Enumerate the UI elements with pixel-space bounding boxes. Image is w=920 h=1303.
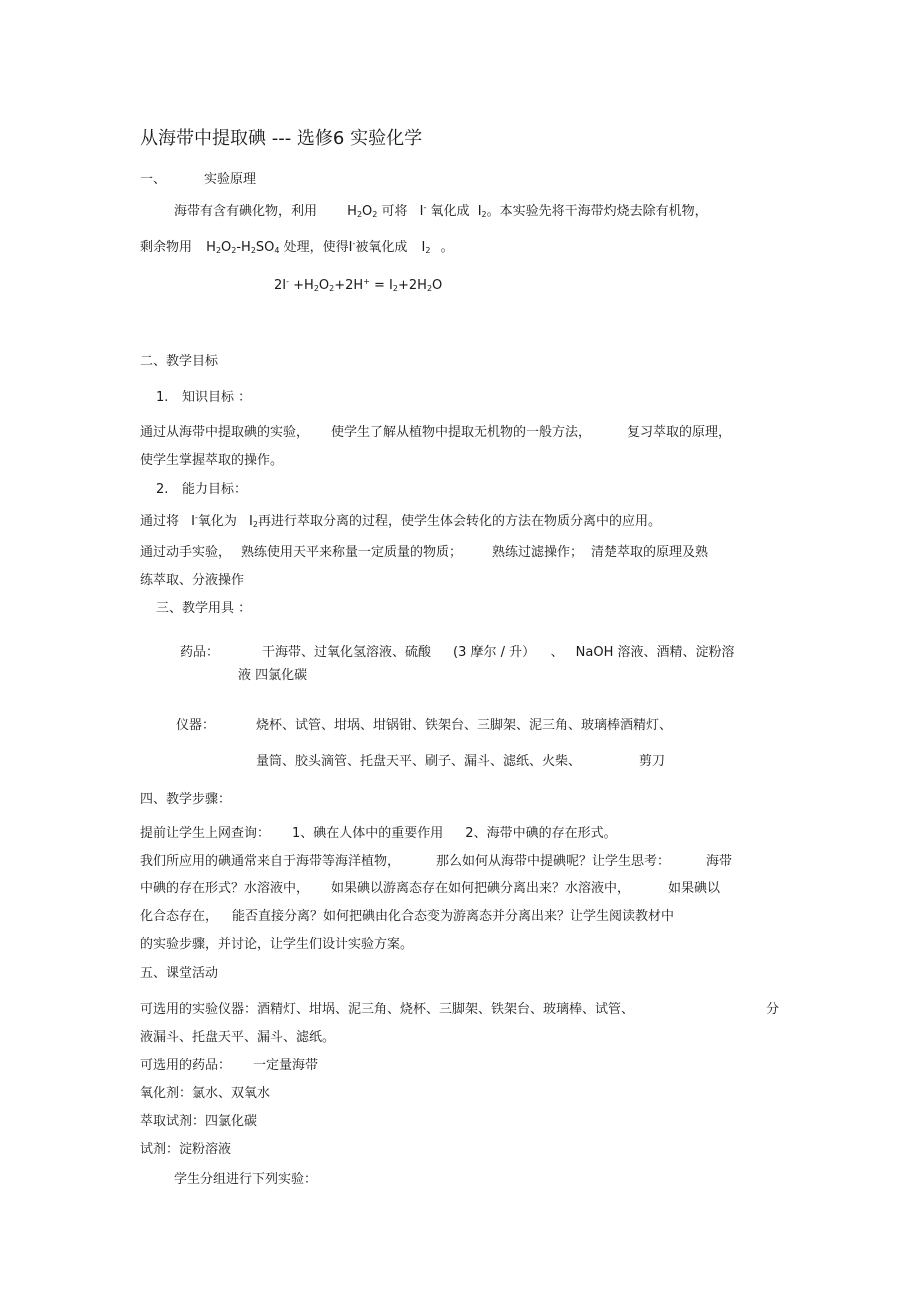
reaction-equation: $2I^- +H_2O_2+2H^+ = I_2+2H_2O$ — [274, 277, 443, 293]
activity-line-1: 可选用的实验仪器：酒精灯、坩埚、泥三角、烧杯、三脚架、铁架台、玻璃棒、试管、 — [140, 1002, 635, 1017]
reagents-label: 药品： — [180, 645, 220, 660]
ability-goal-line-2: 通过动手实验， 熟练使用天平来称量一定质量的物质； 熟练过滤操作； 清楚萃取的原理及熟 — [140, 545, 709, 560]
steps-line-1: 提前让学生上网查询： 1、碘在人体中的重要作用 2、海带中碘的存在形式。 — [140, 826, 617, 841]
knowledge-goal-number: 1. — [156, 390, 169, 405]
instruments-line-2: 量筒、胶头滴管、托盘天平、刷子、漏斗、滤纸、火柴、 剪刀 — [256, 754, 666, 769]
ability-goal-line-1: 通过将 I-氧化为 $I_2$再进行萃取分离的过程，使学生体会转化的方法在物质分离中的应用。 — [140, 513, 661, 529]
steps-line-4: 化合态存在， 能否直接分离？如何把碘由化合态变为游离态并分离出来？让学生阅读教材中 — [140, 909, 675, 924]
page-title: 从海带中提取碘 --- 选修6 实验化学 — [140, 128, 423, 149]
principle-line-2: 剩余物用 $H_2O_2-H_2SO_4$ 处理，使得I-被氧化成 $I_2$ 。 — [140, 239, 454, 255]
activity-line-7: 学生分组进行下列实验： — [174, 1172, 318, 1187]
activity-line-5: 萃取试剂：四氯化碳 — [140, 1114, 258, 1129]
ability-goal-line-3: 练萃取、分液操作 — [140, 573, 245, 588]
activity-line-4: 氧化剂：氯水、双氧水 — [140, 1086, 271, 1101]
ability-goal-label: 能力目标： — [182, 482, 248, 497]
knowledge-goal-label: 知识目标 ： — [182, 390, 252, 405]
section-4-heading: 四、教学步骤： — [140, 792, 232, 807]
knowledge-goal-line-1: 通过从海带中提取碘的实验， 使学生了解从植物中提取无机物的一般方法， 复习萃取的原理， — [140, 425, 732, 440]
activity-line-1-end: 分 — [766, 1002, 780, 1017]
steps-line-5: 的实验步骤，并讨论，让学生们设计实验方案。 — [140, 937, 414, 952]
activity-line-2: 液漏斗、托盘天平、漏斗、滤纸。 — [140, 1030, 336, 1045]
section-2-heading: 二、教学目标 — [140, 354, 219, 369]
steps-line-2: 我们所应用的碘通常来自于海带等海洋植物， 那么如何从海带中提碘呢？让学生思考： 海带 — [140, 854, 733, 869]
reagents-line-1: 干海带、过氧化氢溶液、硫酸 (3 摩尔 / 升） 、 NaOH 溶液、酒精、淀粉溶 — [262, 645, 735, 660]
section-3-heading: 三、教学用具 ： — [156, 601, 252, 616]
activity-line-6: 试剂：淀粉溶液 — [140, 1142, 232, 1157]
activity-line-3: 可选用的药品： 一定量海带 — [140, 1058, 319, 1073]
steps-line-3: 中碘的存在形式？水溶液中， 如果碘以游离态存在如何把碘分离出来？水溶液中， 如果碘以 — [140, 881, 721, 896]
section-5-heading: 五、课堂活动 — [140, 966, 219, 981]
section-1-heading: 实验原理 — [204, 172, 257, 187]
ability-goal-number: 2. — [156, 482, 169, 497]
reagents-line-2: 液 四氯化碳 — [238, 668, 308, 683]
instruments-line-1: 烧杯、试管、坩埚、坩锅钳、铁架台、三脚架、泥三角、玻璃棒酒精灯、 — [256, 718, 673, 733]
knowledge-goal-line-2: 使学生掌握萃取的操作。 — [140, 453, 284, 468]
section-1-number: 一、 — [140, 172, 167, 187]
instruments-label: 仪器： — [176, 718, 216, 733]
principle-line-1: 海带有含有碘化物，利用 $H_2O_2$ 可将 I- 氧化成 $I_2$。本实验先将干海带灼烧去除有机物， — [174, 203, 708, 219]
